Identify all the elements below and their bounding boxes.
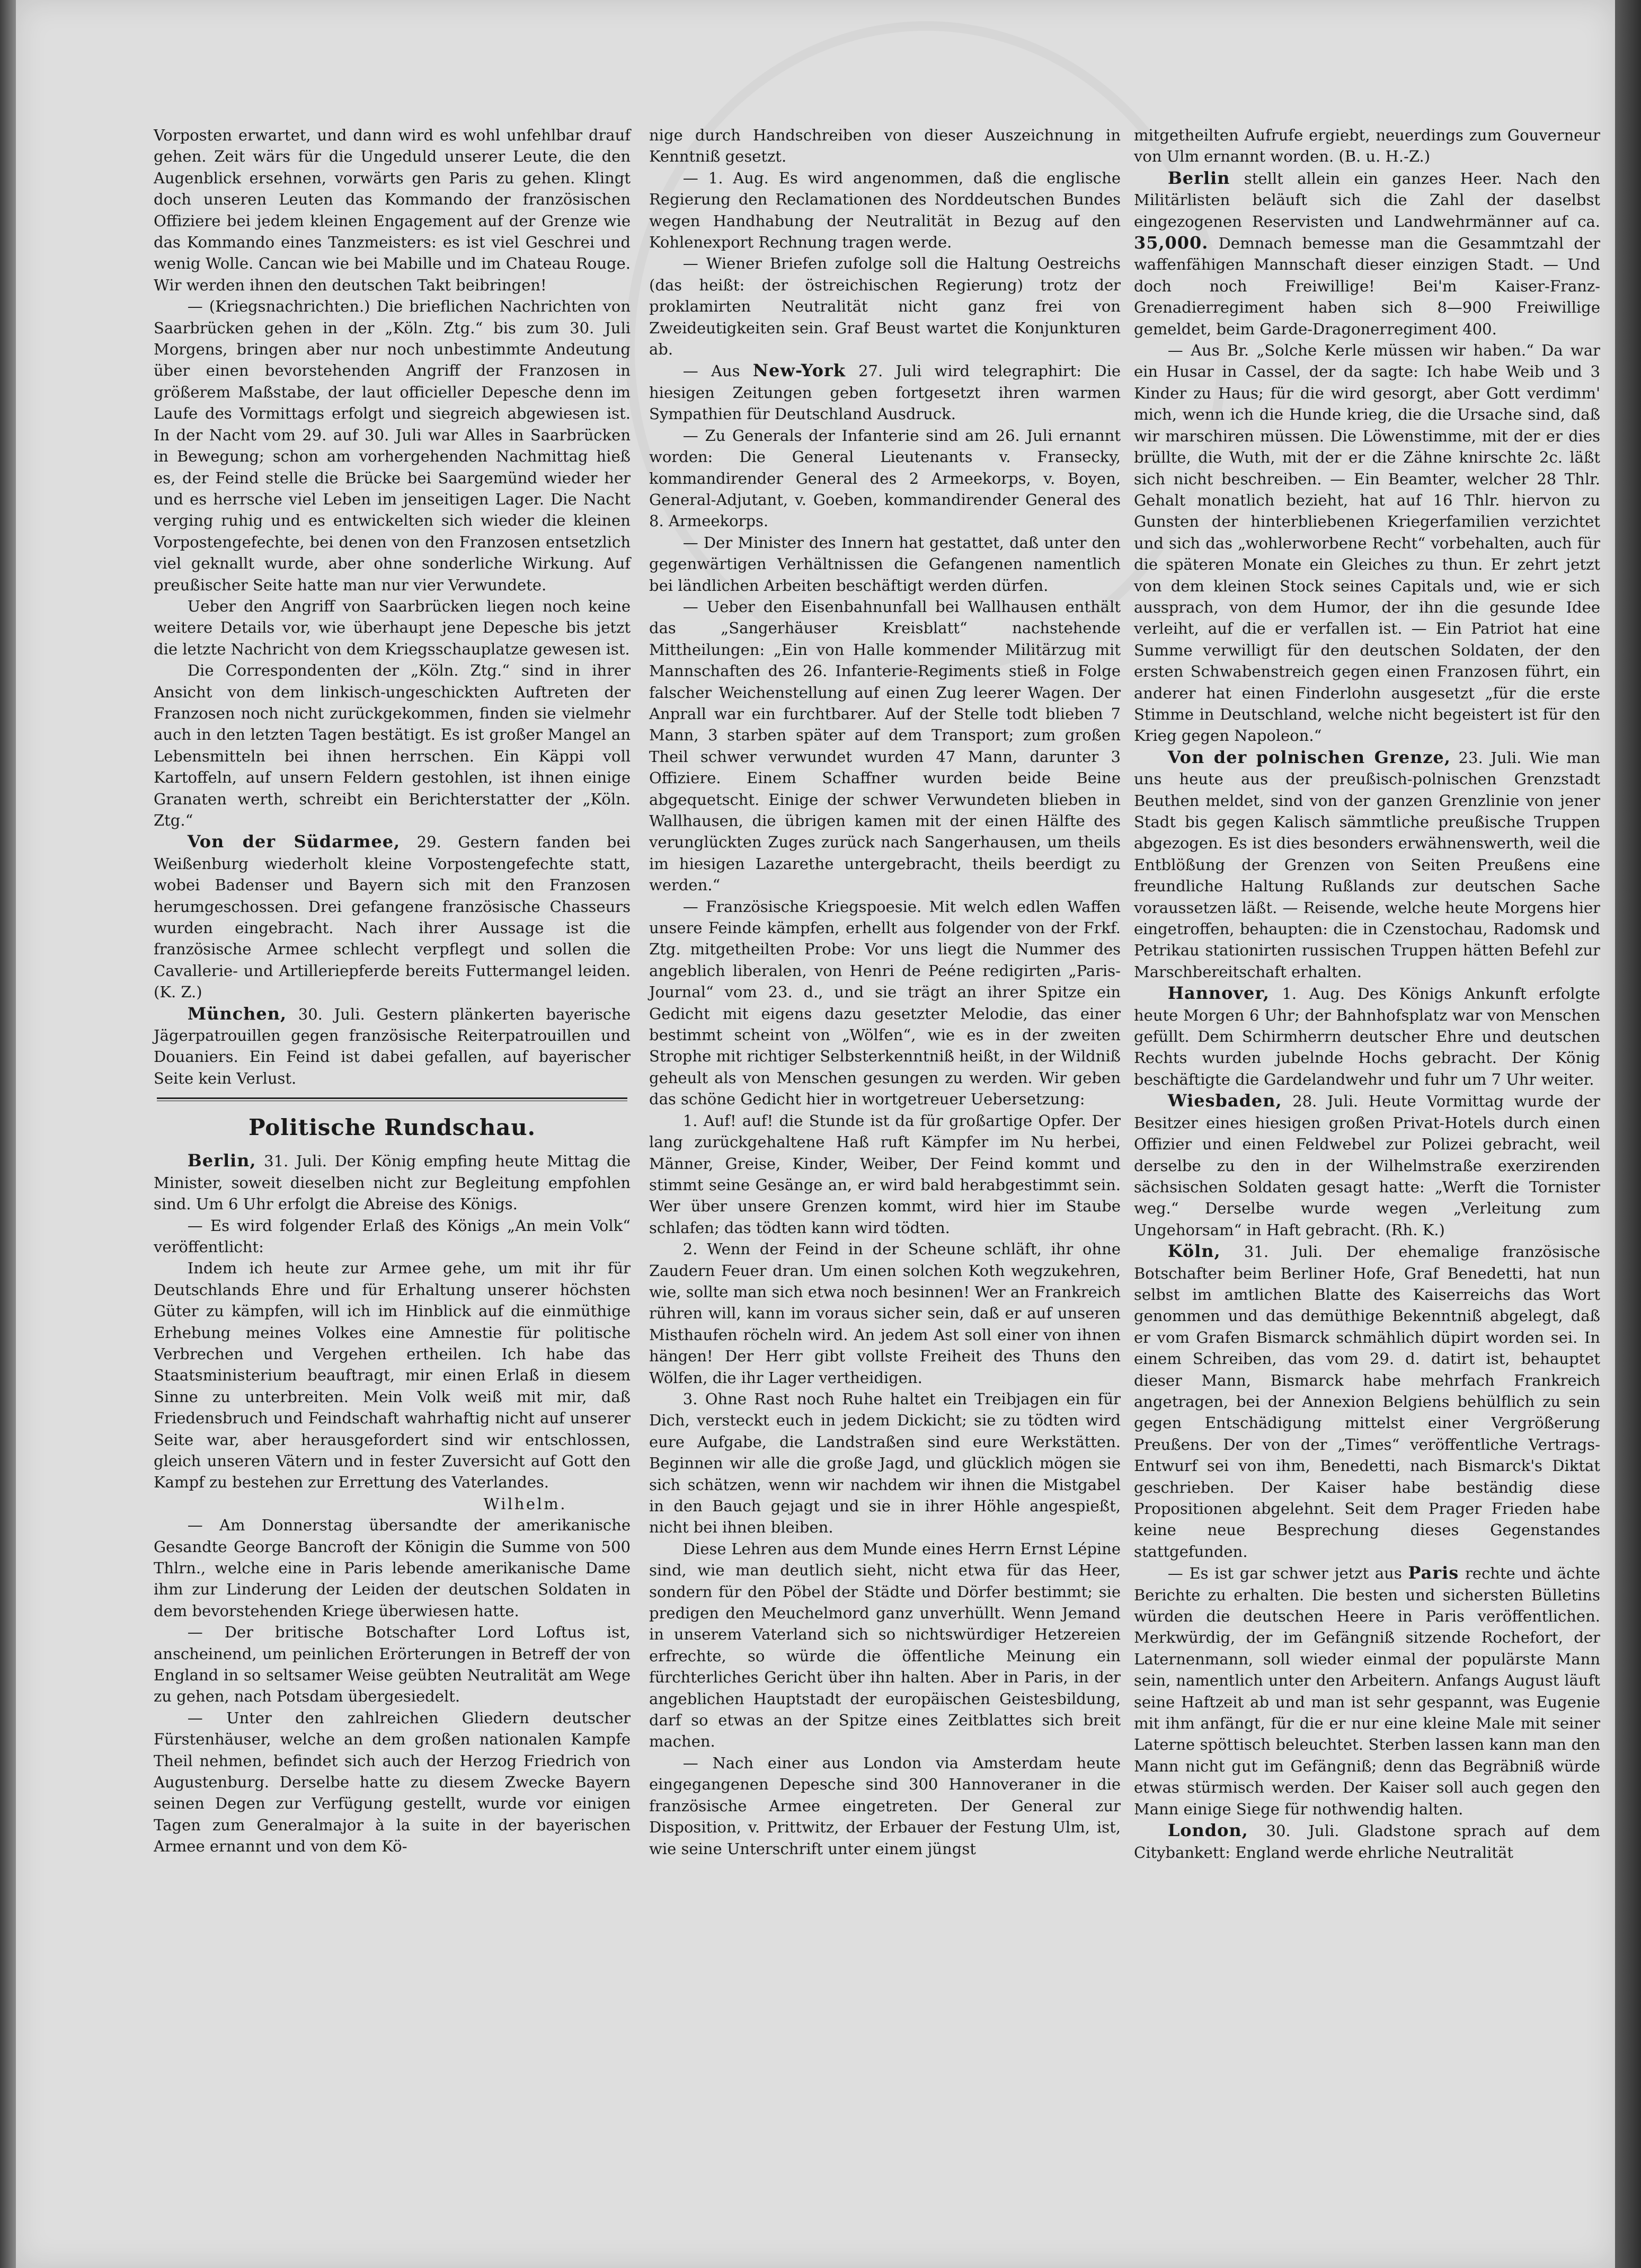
news-item-munchen — [154, 1003, 631, 1089]
scan-right-edge — [1615, 0, 1641, 2268]
dateline: Hannover, — [1167, 983, 1270, 1004]
paragraph: Ueber den Angriff von Saarbrücken liegen noch keine weitere Details vor, wie überhaupt jene Depesche bis jetzt die letzte Nachricht von dem Kriegsschauplatze gewesen ist. — [154, 597, 631, 658]
highlighted-number: 35,000. — [1134, 233, 1209, 253]
paragraph: mitgetheilten Aufrufe ergiebt, neuerdings zum Gouverneur von Ulm ernannt worden. (B. u. H.-Z.) — [1134, 126, 1600, 166]
paragraph: — Am Donnerstag übersandte der amerikanische Gesandte George Bancroft der Königin die Summe von 500 Thlrn., welche eine in Paris lebende amerikanische Dame ihm zur Linderung der Leiden der deutschen Soldaten in dem bevorstehenden Kriege überwiesen hatte. — [154, 1516, 631, 1620]
decree-signature: Wilhelm. — [483, 1494, 567, 1513]
news-prefix: — Aus — [682, 362, 740, 380]
dateline: Berlin — [1167, 167, 1230, 188]
column-3 — [1134, 125, 1600, 1863]
decree-text: Indem ich heute zur Armee gehe, um mit ihr für Deutschlands Ehre und für Erhaltung unserer höchsten Güter zu kämpfen, will ich im Hinblick auf die einmüthige Erhebung meines Volkes eine Amnestie für politische Verbrechen und Vergehen ertheilen. Ich habe das Staatsministerium beauftragt, mir einen Erlaß in diesem Sinne zu unterbreiten. Mein Volk weiß mit mir, daß Friedensbruch und Feindschaft wahrhaftig nicht auf unserer Seite war, aber herausgefordert sind wir entschlossen, gleich unseren Vätern und in fester Zuversicht auf Gott den Kampf zu bestehen zur Errettung des Vaterlandes. — [154, 1259, 631, 1492]
news-item-koln — [1134, 1241, 1600, 1562]
paragraph: — Ueber den Eisenbahnunfall bei Wallhausen enthält das „Sangerhäuser Kreisblatt“ nachstehende Mittheilungen: „Ein von Halle kommender Militärzug mit Mannschaften des 26. Infanterie-Regiments stieß in Folge falscher Weichenstellung auf einen Zug leerer Wagen. Der Anprall war ein furchtbarer. Auf der Stelle todt blieben 7 Mann, 3 starben später auf dem Transport; zum großen Theil schwer verwundet wurden 47 Mann, darunter 3 Offiziere. Einem Schaffner wurden beide Beine abgequetscht. Einige der schwer Verwundeten blieben in Wallhausen, die übrigen kamen mit der einen Hälfte des verunglückten Zuges zurück nach Sangerhausen, um theils im hiesigen Lazarethe untergebracht, theils beerdigt zu werden.“ — [649, 597, 1121, 894]
paragraph: — Der Minister des Innern hat gestattet, daß unter den gegenwärtigen Verhältnissen die Gefangenen namentlich bei ländlichen Arbeiten beschäftigt werden dürfen. — [649, 533, 1121, 595]
news-item-hannover — [1134, 982, 1600, 1090]
news-text: 30. Juli. Gladstone sprach auf dem Citybankett: England werde ehrliche Neutralität — [1134, 1822, 1600, 1862]
news-text: 1. Aug. Des Königs Ankunft erfolgte heute Morgen 6 Uhr; der Bahnhofsplatz war von Menschen gefüllt. Dem Schirmherrn deutscher Ehre und deutschen Rechts wurden jubelnde Hochs gebracht. Der König beschäftigte die Gardelandwehr und fuhr um 7 Uhr weiter. — [1134, 985, 1600, 1088]
dateline: Wiesbaden, — [1167, 1091, 1282, 1111]
news-item-sudarmee — [154, 831, 631, 1003]
news-text: Demnach bemesse man die Gesammtzahl der waffenfähigen Mannschaft dieser einzigen Stadt. — Und doch noch Freiwillige! Bei'm Kaiser-Franz-Grenadierregiment haben sich 8—900 Freiwillige gemeldet, beim Garde-Dragonerregiment 400. — [1134, 234, 1601, 338]
news-text: 28. Juli. Heute Vormittag wurde der Besitzer eines hiesigen großen Privat-Hotels durch einen Offizier und einen Feldwebel zur Polizei gebracht, weil derselbe zu den in der Wilhelmstraße exerzirenden sächsischen Soldaten gesagt hatte: „Werft die Tornister weg.“ Derselbe wurde wegen „Verleitung zum Ungehorsam“ in Haft gebracht. (Rh. K.) — [1134, 1092, 1600, 1239]
news-text: 29. Gestern fanden bei Weißenburg wiederholt kleine Vorpostengefechte statt, wobei Badenser und Bayern sich mit den Franzosen herumgeschossen. Drei gefangene französische Chasseurs wurden eingebracht. Nach ihrer Aussage ist die französische Armee schlecht verpflegt und sollen die Cavallerie- und Artilleriepferde bereits Futtermangel leiden. (K. Z.) — [154, 833, 631, 1002]
dateline: München, — [187, 1003, 287, 1024]
paragraph: — Wiener Briefen zufolge soll die Haltung Oestreichs (das heißt: der östreichischen Regierung) trotz der proklamirten Neutralität nicht ganz frei von Zweideutigkeiten sein. Graf Beust wartet die Konjunkturen ab. — [649, 254, 1121, 359]
paragraph: Die Correspondenten der „Köln. Ztg.“ sind in ihrer Ansicht von dem linkisch-ungeschickten Auftreten der Franzosen noch nicht zurückgekommen, finden sie vielmehr auch in den letzten Tagen bestätigt. Es ist großer Mangel an Lebensmitteln bei ihnen herrschen. Ein Käppi voll Kartoffeln, auf unsern Feldern gestohlen, ist ihnen einige Granaten werth, schreibt ein Berichterstatter der „Köln. Ztg.“ — [154, 661, 631, 829]
poem-verse: 3. Ohne Rast noch Ruhe haltet ein Treibjagen ein für Dich, versteckt euch in jedem Dickicht; sie zu tödten wird eure Aufgabe, die Landstraßen sind eure Werkstätten. Beginnen wir alle die große Jagd, und glücklich mögen sie sich schätzen, wenn wir nachdem wir ihnen die Mistgabel in den Bauch gejagt und sie in ihrer Höhle angespießt, nicht bei ihnen bleiben. — [649, 1389, 1121, 1537]
news-prefix: — Es ist gar schwer jetzt aus — [1167, 1564, 1402, 1583]
news-text: stellt allein ein ganzes Heer. Nach den Militärlisten beläuft sich die Zahl der daselbst eingezogenen Reservisten und Landwehrmänner auf ca. — [1134, 169, 1600, 231]
paragraph: Vorposten erwartet, und dann wird es wohl unfehlbar drauf gehen. Zeit wärs für die Ungeduld unserer Leute, die den Augenblick ersehnen, vorwärts gen Paris zu gehen. Klingt doch unseren Leuten das Kommando der französischen Offiziere bei jedem kleinen Engagement auf der Grenze wie das Kommando eines Tanzmeisters: es ist viel Geschrei und wenig Wolle. Cancan wie bei Mabille und im Chateau Rouge. Wir werden ihnen den deutschen Takt beibringen! — [154, 126, 631, 294]
paragraph: — Der britische Botschafter Lord Loftus ist, anscheinend, um peinlichen Erörterungen in Betreff der von England in so seltsamer Weise geübten Neutralität am Wege zu gehen, nach Potsdam übergesiedelt. — [154, 1623, 631, 1706]
paragraph: — Französische Kriegspoesie. Mit welch edlen Waffen unsere Feinde kämpfen, erhellt aus folgender von der Frkf. Ztg. mitgetheilten Probe: Vor uns liegt die Nummer des angeblich liberalen, von Henri de Peéne redigirten „Paris-Journal“ vom 23. d., und sie trägt an ihrer Spitze ein Gedicht mit eigens dazu gesetzter Melodie, das einer bestimmt scheint von „Wölfen“, wie es in der zweiten Strophe mit richtiger Selbsterkenntniß heißt, in der Wildniß geheult als von Menschen gesungen zu werden. Wir geben das schöne Gedicht hier in wortgetreuer Uebersetzung: — [649, 897, 1121, 1109]
news-item-london — [1134, 1820, 1600, 1863]
news-item-berlin — [1134, 167, 1600, 340]
dateline: Berlin, — [187, 1150, 256, 1171]
paragraph: — Es wird folgender Erlaß des Königs „An mein Volk“ veröffentlicht: — [154, 1216, 631, 1256]
dateline: New-York — [752, 360, 846, 381]
paragraph: — Nach einer aus London via Amsterdam heute eingegangenen Depesche sind 300 Hannoveraner in die französische Armee eingetreten. Der General zur Disposition, v. Prittwitz, der Erbauer der Festung Ulm, ist, wie seine Unterschrift unter einem jüngst — [649, 1753, 1121, 1858]
section-heading: Politische Rundschau. — [249, 1114, 536, 1141]
paragraph: — 1. Aug. Es wird angenommen, daß die englische Regierung den Reclamationen des Norddeutschen Bundes wegen Handhabung der Neutralität in Bezug auf den Kohlenexport Rechnung tragen werde. — [649, 169, 1121, 252]
news-text: 31. Juli. Der König empfing heute Mittag die Minister, soweit dieselben nicht zur Begleitung empfohlen sind. Um 6 Uhr erfolgt die Abreise des Königs. — [154, 1152, 631, 1213]
paragraph: — Aus Br. „Solche Kerle müssen wir haben.“ Da war ein Husar in Cassel, der da sagte: Ich habe Weib und 3 Kinder zu Haus; für die wird gesorgt, aber Gott verdimm' mich, wenn ich die Hunde krieg, die die Ursache sind, daß wir marschiren müssen. Die Löwenstimme, mit der er dies brüllte, die Wuth, mit der er die Zähne knirschte 2c. läßt sich nicht beschreiben. — Ein Beamter, welcher 28 Thlr. Gehalt monatlich bezieht, hat auf 16 Thlr. hiervon zu Gunsten der hinterbliebenen Kriegerfamilien verzichtet und sich das „wohlerworbene Recht“ vorbehalten, auch für die späteren Monate ein Gleiches zu thun. Er zehrt jetzt von dem kleinen Stock seines Capitals und, wie er sich aussprach, von dem Humor, der ihn die gesunde Idee verleiht, auf die er verfallen ist. — Ein Patriot hat eine Summe verwilligt für den deutschen Soldaten, der den ersten Schwabenstreich gegen einen Franzosen führt, ein anderer hat einen Finderlohn ausgesetzt „für die erste Stimme in Deutschland, welche nicht begeistert ist für den Krieg gegen Napoleon.“ — [1134, 341, 1600, 745]
news-item-berlin — [154, 1150, 631, 1215]
section-divider — [157, 1097, 627, 1101]
dateline: Köln, — [1167, 1241, 1221, 1262]
news-text: rechte und ächte Berichte zu erhalten. Die besten und sichersten Bülletins würden die deutschen Heere in Paris veröffentlichen. Merkwürdig, der im Gefängniß sitzende Rochefort, der Laternenmann, soll wieder einmal der populärste Mann sein, namentlich unter den Arbeitern. Anfangs August läuft seine Haftzeit ab und man ist sehr gespannt, was Eugenie mit ihm anfängt, für die er nur eine kleine Male mit seiner Laterne spöttisch beleuchtet. Sterben lassen kann man den Mann nicht gut im Gefängniß; denn das Begräbniß würde etwas stürmisch werden. Der Kaiser soll auch gegen den Mann einige Siege für nothwendig halten. — [1134, 1564, 1601, 1818]
paragraph: — Unter den zahlreichen Gliedern deutscher Fürstenhäuser, welche an dem großen nationalen Kampfe Theil nehmen, befindet sich auch der Herzog Friedrich von Augustenburg. Derselbe hatte zu diesem Zwecke Bayern seinen Degen zur Verfügung gestellt, wurde vor einigen Tagen zum Generalmajor à la suite in der bayerischen Armee ernannt und von dem Kö- — [154, 1708, 631, 1856]
news-text: 30. Juli. Gestern plänkerten bayerische Jägerpatrouillen gegen französische Reiterpatrouillen und Douaniers. Ein Feind ist dabei gefallen, auf bayerischer Seite kein Verlust. — [154, 1005, 631, 1087]
paragraph: — Zu Generals der Infanterie sind am 26. Juli ernannt worden: Die General Lieutenants v. Fransecky, kommandirender General des 2 Armeekorps, v. Boyen, General-Adjutant, v. Goeben, kommandirender General des 8. Armeekorps. — [649, 426, 1121, 530]
paragraph: nige durch Handschreiben von dieser Auszeichnung in Kenntniß gesetzt. — [649, 126, 1121, 166]
news-text: 27. Juli wird telegraphirt: Die hiesigen Zeitungen geben fortgesetzt ihren warmen Sympathien für Deutschland Ausdruck. — [649, 362, 1121, 423]
dateline: London, — [1167, 1820, 1248, 1841]
scan-left-edge — [0, 0, 16, 2268]
news-item-newyork — [649, 360, 1121, 424]
column-1 — [154, 125, 631, 1857]
paragraph: Diese Lehren aus dem Munde eines Herrn Ernst Lépine sind, wie man deutlich sieht, nicht etwa für das Heer, sondern für den Pöbel der Städte und Dörfer bestimmt; sie predigen den Meuchelmord ganz unverhüllt. Wenn Jemand in unserem Vaterland sich so nichtswürdiger Hetzereien erfrechte, so würde die öffentliche Meinung ein fürchterliches Gericht über ihn halten. Aber in Paris, in der angeblichen Hauptstadt der europäischen Geistesbildung, darf so etwas an der Spitze eines Zeitblattes sich breit machen. — [649, 1539, 1121, 1751]
news-item-polen — [1134, 747, 1600, 982]
news-item-paris — [1134, 1562, 1600, 1820]
poem-verse: 1. Auf! auf! die Stunde ist da für großartige Opfer. Der lang zurückgehaltene Haß ruft Kämpfer im Nu herbei, Männer, Greise, Kinder, Weiber, Der Feind kommt und stimmt seine Gesänge an, er wird bald herabgestimmt sein. Wer über unsere Grenzen kommt, wird hier im Staube schlafen; das tödten kann wird tödten. — [649, 1111, 1121, 1237]
column-2 — [649, 125, 1121, 1859]
news-item-wiesbaden — [1134, 1090, 1600, 1241]
dateline: Paris — [1408, 1563, 1459, 1583]
news-text: 23. Juli. Wie man uns heute aus der preußisch-polnischen Grenzstadt Beuthen meldet, sind von der ganzen Grenzlinie von jener Stadt bis gegen Kalisch sämmtliche preußische Truppen abgezogen. Es ist dies besonders erwähnenswerth, weil die Entblößung der Grenzen von Seiten Preußens eine freundliche Haltung Rußlands zur deutschen Sache voraussetzen läßt. — Reisende, welche heute Morgens hier eingetroffen, behaupten: die in Czenstochau, Radomsk und Petrikau stationirten russischen Truppen hätten Befehl zur Marschbereitschaft erhalten. — [1134, 748, 1600, 981]
poem-verse: 2. Wenn der Feind in der Scheune schläft, ihr ohne Zaudern Feuer dran. Um einen solchen Koth wegzukehren, wie, sollte man sich etwa noch besinnen! Wer an Frankreich rühren will, kann im voraus sicher sein, daß er auf unseren Misthaufen röcheln wird. An jedem Ast soll einer von ihnen hängen! Der Herr gibt vollste Freiheit des Thuns den Wölfen, die ihr Lager vertheidigen. — [649, 1240, 1121, 1387]
dateline: Von der Südarmee, — [187, 831, 401, 852]
news-text: 31. Juli. Der ehemalige französische Botschafter beim Berliner Hofe, Graf Benedetti, hat nun selbst im amtlichen Blatte des Kaiserreichs das Wort genommen und das demüthige Bekenntniß abgelegt, daß er vom Grafen Bismarck schmählich düpirt worden sei. In einem Schreiben, das vom 29. d. datirt ist, behauptet dieser Mann, Bismarck habe mehrfach Frankreich angetragen, bei der Annexion Belgiens behülflich zu sein gegen Entschädigung mittelst einer Vergrößerung Preußens. Der von der „Times“ veröffentliche Vertrags-Entwurf sei von ihm, Benedetti, nach Bismarck's Diktat geschrieben. Der Kaiser habe beständig diese Propositionen abgelehnt. Seit dem Prager Frieden habe keine neue Besprechung dieses Gegenstandes stattgefunden. — [1134, 1243, 1601, 1561]
dateline: Von der polnischen Grenze, — [1167, 747, 1451, 767]
paragraph: — (Kriegsnachrichten.) Die brieflichen Nachrichten von Saarbrücken gehen in der „Köln. Ztg.“ bis zum 30. Juli Morgens, bringen aber nur noch unbestimmte Andeutung über einen bevorstehenden Angriff der Franzosen in größerem Maßstabe, der laut officieller Depesche denn im Laufe des Vormittags erfolgt und siegreich abgewiesen ist. In der Nacht vom 29. auf 30. Juli war Alles in Saarbrücken in Bewegung; schon am vorhergehenden Nachmittag hieß es, der Feind stelle die Brücke bei Saargemünd wieder her und es herrsche viel Leben im jenseitigen Lager. Die Nacht verging ruhig und es entwickelten sich wieder die kleinen Vorpostengefechte, bei denen von den Franzosen entsetzlich viel geknallt wurde, aber ohne sonderliche Wirkung. Auf preußischer Seite hatte man nur vier Verwundete. — [154, 297, 631, 594]
